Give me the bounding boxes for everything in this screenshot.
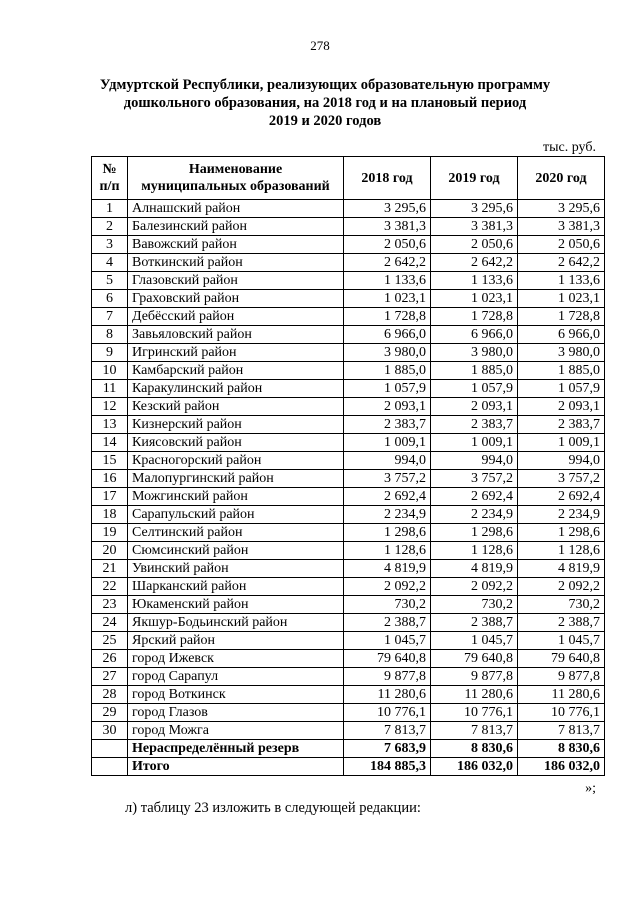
row-value-2020: 730,2 <box>518 596 605 614</box>
row-value-2020: 10 776,1 <box>518 704 605 722</box>
row-value-2020: 1 133,6 <box>518 272 605 290</box>
row-municipality: Кизнерский район <box>128 416 344 434</box>
row-municipality: Якшур-Бодьинский район <box>128 614 344 632</box>
row-number: 26 <box>92 650 128 668</box>
table-row <box>92 380 605 398</box>
row-value-2020: 9 877,8 <box>518 668 605 686</box>
row-municipality: город Можга <box>128 722 344 740</box>
header-number-line1: № <box>102 162 117 177</box>
table-row <box>92 344 605 362</box>
row-municipality: город Ижевск <box>128 650 344 668</box>
row-municipality: Игринский район <box>128 344 344 362</box>
row-value-2018: 1 009,1 <box>344 434 431 452</box>
table-row <box>92 308 605 326</box>
row-number: 16 <box>92 470 128 488</box>
row-number: 23 <box>92 596 128 614</box>
row-number: 4 <box>92 254 128 272</box>
row-value-2018: 1 045,7 <box>344 632 431 650</box>
row-number: 22 <box>92 578 128 596</box>
row-value-2020: 3 757,2 <box>518 470 605 488</box>
row-value-2018: 2 092,2 <box>344 578 431 596</box>
row-value-2018: 2 383,7 <box>344 416 431 434</box>
row-value-2018: 1 885,0 <box>344 362 431 380</box>
table-row <box>92 470 605 488</box>
row-value-2020: 2 092,2 <box>518 578 605 596</box>
table-row <box>92 218 605 236</box>
table-row <box>92 326 605 344</box>
row-number: 17 <box>92 488 128 506</box>
row-value-2019: 2 050,6 <box>431 236 518 254</box>
row-value-2019: 1 133,6 <box>431 272 518 290</box>
row-number: 29 <box>92 704 128 722</box>
row-value-2019: 7 813,7 <box>431 722 518 740</box>
table-row <box>92 542 605 560</box>
row-value-2020: 3 295,6 <box>518 200 605 218</box>
row-value-2020: 79 640,8 <box>518 650 605 668</box>
table-row <box>92 488 605 506</box>
reserve-row-number-cell <box>92 740 128 758</box>
row-value-2020: 3 980,0 <box>518 344 605 362</box>
row-municipality: Ярский район <box>128 632 344 650</box>
row-value-2018: 6 966,0 <box>344 326 431 344</box>
row-municipality: Камбарский район <box>128 362 344 380</box>
row-value-2020: 11 280,6 <box>518 686 605 704</box>
row-number: 24 <box>92 614 128 632</box>
document-title <box>60 76 590 130</box>
row-value-2020: 1 128,6 <box>518 542 605 560</box>
row-value-2018: 79 640,8 <box>344 650 431 668</box>
row-municipality: Кезский район <box>128 398 344 416</box>
row-value-2018: 7 813,7 <box>344 722 431 740</box>
row-value-2018: 994,0 <box>344 452 431 470</box>
reserve-row-label: Нераспределённый резерв <box>128 740 344 758</box>
row-municipality: город Глазов <box>128 704 344 722</box>
table-row <box>92 578 605 596</box>
row-municipality: Юкаменский район <box>128 596 344 614</box>
row-value-2018: 2 692,4 <box>344 488 431 506</box>
units-label: тыс. руб. <box>543 140 596 155</box>
row-number: 28 <box>92 686 128 704</box>
row-value-2020: 3 381,3 <box>518 218 605 236</box>
total-row-value-2019: 186 032,0 <box>431 758 518 776</box>
row-number: 25 <box>92 632 128 650</box>
row-value-2018: 1 128,6 <box>344 542 431 560</box>
row-value-2018: 3 757,2 <box>344 470 431 488</box>
row-value-2020: 6 966,0 <box>518 326 605 344</box>
table-body <box>92 200 605 776</box>
title-line: Удмуртской Республики, реализующих образовательную программу <box>99 77 551 93</box>
row-value-2018: 2 234,9 <box>344 506 431 524</box>
row-value-2019: 994,0 <box>431 452 518 470</box>
row-municipality: Балезинский район <box>128 218 344 236</box>
total-row-label: Итого <box>128 758 344 776</box>
row-municipality: Вавожский район <box>128 236 344 254</box>
row-number: 10 <box>92 362 128 380</box>
row-value-2019: 1 023,1 <box>431 290 518 308</box>
row-value-2019: 1 009,1 <box>431 434 518 452</box>
row-value-2019: 2 383,7 <box>431 416 518 434</box>
row-municipality: Шарканский район <box>128 578 344 596</box>
row-number: 15 <box>92 452 128 470</box>
row-value-2020: 2 234,9 <box>518 506 605 524</box>
row-value-2018: 11 280,6 <box>344 686 431 704</box>
row-number: 11 <box>92 380 128 398</box>
row-value-2019: 9 877,8 <box>431 668 518 686</box>
row-value-2020: 2 692,4 <box>518 488 605 506</box>
row-municipality: Воткинский район <box>128 254 344 272</box>
header-number-line2: п/п <box>99 179 120 194</box>
row-value-2018: 1 728,8 <box>344 308 431 326</box>
row-value-2018: 1 057,9 <box>344 380 431 398</box>
row-number: 19 <box>92 524 128 542</box>
row-value-2018: 3 295,6 <box>344 200 431 218</box>
allocation-table <box>91 156 605 776</box>
row-value-2018: 2 388,7 <box>344 614 431 632</box>
row-number: 3 <box>92 236 128 254</box>
row-municipality: Дебёсский район <box>128 308 344 326</box>
row-value-2019: 2 234,9 <box>431 506 518 524</box>
total-row <box>92 758 605 776</box>
row-value-2019: 4 819,9 <box>431 560 518 578</box>
total-row-value-2018: 184 885,3 <box>344 758 431 776</box>
row-value-2019: 1 045,7 <box>431 632 518 650</box>
title-line: 2019 и 2020 годов <box>268 113 382 129</box>
table-row <box>92 254 605 272</box>
row-value-2018: 2 050,6 <box>344 236 431 254</box>
row-value-2020: 2 050,6 <box>518 236 605 254</box>
row-number: 13 <box>92 416 128 434</box>
row-value-2019: 2 388,7 <box>431 614 518 632</box>
row-number: 8 <box>92 326 128 344</box>
instruction-text: л) таблицу 23 изложить в следующей редакции: <box>125 800 421 816</box>
row-value-2020: 2 093,1 <box>518 398 605 416</box>
row-municipality: Можгинский район <box>128 488 344 506</box>
row-value-2020: 2 642,2 <box>518 254 605 272</box>
row-number: 20 <box>92 542 128 560</box>
row-municipality: Красногорский район <box>128 452 344 470</box>
row-value-2019: 10 776,1 <box>431 704 518 722</box>
row-municipality: город Сарапул <box>128 668 344 686</box>
row-value-2018: 2 093,1 <box>344 398 431 416</box>
row-value-2019: 730,2 <box>431 596 518 614</box>
row-number: 6 <box>92 290 128 308</box>
row-value-2020: 4 819,9 <box>518 560 605 578</box>
row-number: 18 <box>92 506 128 524</box>
table-row <box>92 596 605 614</box>
row-value-2019: 3 381,3 <box>431 218 518 236</box>
closing-quote-mark: »; <box>585 781 596 796</box>
table-row <box>92 200 605 218</box>
reserve-row-value-2020: 8 830,6 <box>518 740 605 758</box>
row-value-2019: 2 692,4 <box>431 488 518 506</box>
row-number: 12 <box>92 398 128 416</box>
table-row <box>92 614 605 632</box>
header-number <box>92 157 128 200</box>
row-value-2019: 1 885,0 <box>431 362 518 380</box>
row-municipality: Завьяловский район <box>128 326 344 344</box>
page-number: 278 <box>310 38 330 53</box>
table-row <box>92 434 605 452</box>
table-row <box>92 704 605 722</box>
row-value-2020: 1 057,9 <box>518 380 605 398</box>
header-name-line1: Наименование <box>188 162 283 177</box>
row-number: 9 <box>92 344 128 362</box>
row-municipality: Алнашский район <box>128 200 344 218</box>
row-municipality: Глазовский район <box>128 272 344 290</box>
row-number: 14 <box>92 434 128 452</box>
row-value-2020: 1 023,1 <box>518 290 605 308</box>
row-municipality: Сарапульский район <box>128 506 344 524</box>
row-value-2019: 3 295,6 <box>431 200 518 218</box>
row-municipality: Киясовский район <box>128 434 344 452</box>
row-municipality: Граховский район <box>128 290 344 308</box>
row-value-2019: 2 092,2 <box>431 578 518 596</box>
header-name <box>128 157 344 200</box>
row-number: 7 <box>92 308 128 326</box>
total-row-number-cell <box>92 758 128 776</box>
row-value-2018: 3 381,3 <box>344 218 431 236</box>
table-row <box>92 362 605 380</box>
row-value-2020: 1 728,8 <box>518 308 605 326</box>
row-number: 27 <box>92 668 128 686</box>
table-row <box>92 650 605 668</box>
row-value-2019: 11 280,6 <box>431 686 518 704</box>
row-value-2019: 1 728,8 <box>431 308 518 326</box>
row-number: 21 <box>92 560 128 578</box>
row-value-2020: 1 885,0 <box>518 362 605 380</box>
row-municipality: город Воткинск <box>128 686 344 704</box>
table-row <box>92 398 605 416</box>
row-number: 1 <box>92 200 128 218</box>
title-line: дошкольного образования, на 2018 год и на плановый период <box>123 95 527 111</box>
row-value-2020: 2 383,7 <box>518 416 605 434</box>
table-row <box>92 236 605 254</box>
row-value-2019: 2 093,1 <box>431 398 518 416</box>
row-number: 2 <box>92 218 128 236</box>
row-value-2019: 79 640,8 <box>431 650 518 668</box>
row-value-2020: 1 298,6 <box>518 524 605 542</box>
table-row <box>92 722 605 740</box>
row-value-2018: 10 776,1 <box>344 704 431 722</box>
row-value-2018: 2 642,2 <box>344 254 431 272</box>
row-municipality: Увинский район <box>128 560 344 578</box>
row-value-2018: 3 980,0 <box>344 344 431 362</box>
row-value-2019: 3 757,2 <box>431 470 518 488</box>
table-header-row <box>92 157 605 200</box>
header-2020: 2020 год <box>518 157 605 200</box>
header-2019: 2019 год <box>431 157 518 200</box>
table-row <box>92 632 605 650</box>
table-row <box>92 686 605 704</box>
reserve-row-value-2019: 8 830,6 <box>431 740 518 758</box>
row-value-2019: 6 966,0 <box>431 326 518 344</box>
row-value-2020: 2 388,7 <box>518 614 605 632</box>
row-value-2020: 1 045,7 <box>518 632 605 650</box>
row-value-2018: 1 023,1 <box>344 290 431 308</box>
total-row-value-2020: 186 032,0 <box>518 758 605 776</box>
header-2018: 2018 год <box>344 157 431 200</box>
reserve-row-value-2018: 7 683,9 <box>344 740 431 758</box>
table-row <box>92 668 605 686</box>
row-value-2019: 3 980,0 <box>431 344 518 362</box>
row-value-2018: 9 877,8 <box>344 668 431 686</box>
table-row <box>92 452 605 470</box>
row-value-2020: 994,0 <box>518 452 605 470</box>
table-row <box>92 416 605 434</box>
row-value-2018: 1 133,6 <box>344 272 431 290</box>
row-value-2019: 2 642,2 <box>431 254 518 272</box>
row-value-2018: 1 298,6 <box>344 524 431 542</box>
table-row <box>92 524 605 542</box>
row-value-2020: 7 813,7 <box>518 722 605 740</box>
table-row <box>92 272 605 290</box>
row-number: 5 <box>92 272 128 290</box>
row-number: 30 <box>92 722 128 740</box>
row-value-2019: 1 298,6 <box>431 524 518 542</box>
table-row <box>92 290 605 308</box>
row-value-2020: 1 009,1 <box>518 434 605 452</box>
row-municipality: Малопургинский район <box>128 470 344 488</box>
row-municipality: Сюмсинский район <box>128 542 344 560</box>
row-value-2018: 4 819,9 <box>344 560 431 578</box>
reserve-row <box>92 740 605 758</box>
header-name-line2: муниципальных образований <box>141 179 330 194</box>
row-value-2019: 1 128,6 <box>431 542 518 560</box>
table-row <box>92 560 605 578</box>
table-row <box>92 506 605 524</box>
row-value-2019: 1 057,9 <box>431 380 518 398</box>
row-value-2018: 730,2 <box>344 596 431 614</box>
row-municipality: Каракулинский район <box>128 380 344 398</box>
row-municipality: Селтинский район <box>128 524 344 542</box>
